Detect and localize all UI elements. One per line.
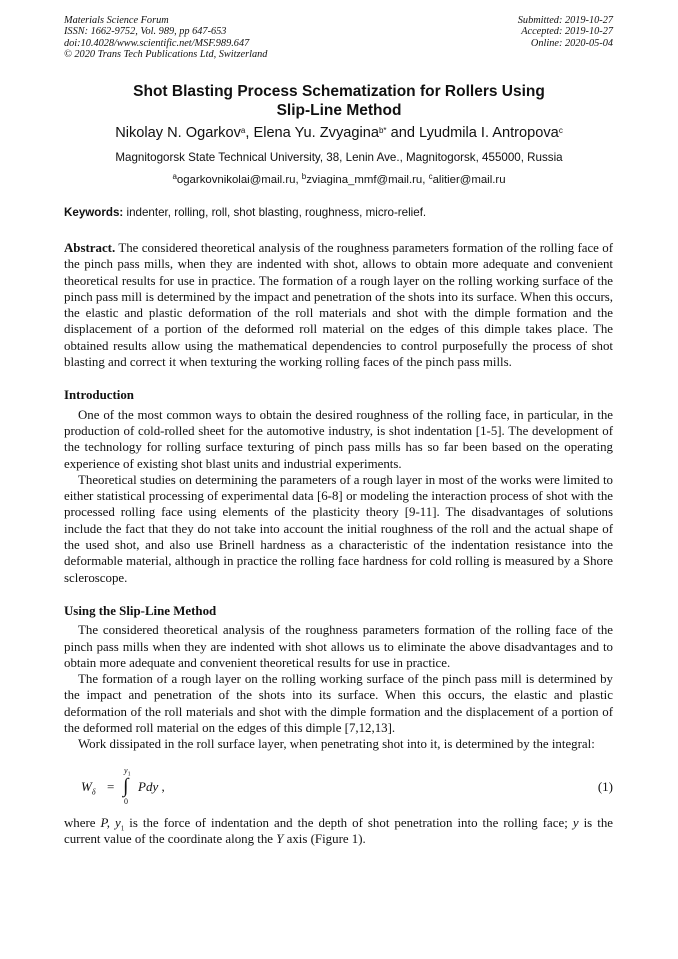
email: zviagina_mmf@mail.ru, — [306, 174, 429, 186]
paragraph: The considered theoretical analysis of the roughness parameters formation of the rolling face of the pinch pass mills when they are indented with shot allows us to eliminate the above disadvantages and to obtain more adequate and convenient theoretical results for use in practice. — [64, 623, 613, 670]
eq-sub: 1 — [127, 771, 131, 778]
email: ogarkovnikolai@mail.ru, — [176, 174, 302, 186]
paragraph: Theoretical studies on determining the parameters of a rough layer in most of the works were limited to either statistical processing of experimental data [6-8] or modeling the interaction process of shot with the processed rolling face using elements of the plasticity theory [9-11]. The disadvantages of solutions include the fact that they do not take into account the initial roughness of the roll and the actual shape of the used shot, and also use Brinell hardness as a characteristic of the indentation resistance into the deformable material, although in practice the rolling face hardness for cold rolling is measured by a Shore scleroscope. — [64, 472, 613, 585]
copyright: © 2020 Trans Tech Publications Ltd, Switzerland — [64, 48, 268, 60]
equation-number: (1) — [597, 778, 613, 794]
emails — [0, 173, 678, 187]
text: is the force of indentation and the depth of shot penetration into the rolling face; — [124, 815, 573, 830]
journal-name: Materials Science Forum — [64, 15, 169, 26]
email-sup: a — [172, 172, 177, 181]
eq-upper — [124, 765, 131, 778]
paragraph: The formation of a rough layer on the rolling working surface of the pinch pass mill is determined by the impact and penetration of the shots into its surface. When this occurs, the elastic and plastic deformation of the roll materials and shot with the dimple formation and the displacement of a portion of the deformed roll material on the edges of this dimple [7,12,13]. — [64, 672, 613, 736]
doi: doi:10.4028/www.scientific.net/MSF.989.647 — [64, 37, 250, 49]
accepted-date: Accepted: 2019-10-27 — [521, 26, 613, 38]
after-equation — [64, 815, 613, 848]
title-line: Shot Blasting Process Schematization for Rollers Using — [133, 83, 545, 100]
text: where — [64, 815, 101, 830]
sub: 1 — [120, 824, 125, 833]
eq-var: W — [81, 778, 92, 794]
equation-1 — [64, 767, 613, 807]
author-sup: a — [240, 126, 246, 135]
abstract — [64, 240, 613, 370]
email: alitier@mail.ru — [432, 174, 506, 186]
paragraph: One of the most common ways to obtain the desired roughness of the rolling face, in particular, in the production of cold-rolled sheet for the automotive industry, is shot indentation [1-5]. The development of the technology for rolling surface texturing of pinch pass mills has so far been based on the operating experience of existing shot blast units and industrial experiments. — [64, 407, 613, 471]
paragraph: Work dissipated in the roll surface layer, when penetrating shot into it, is determined by the integral: — [78, 737, 595, 752]
author-sup: c — [558, 126, 563, 135]
email-sup: c — [428, 172, 433, 181]
var: P, y — [100, 815, 121, 830]
authors — [0, 124, 678, 142]
title-line: Slip-Line Method — [276, 102, 402, 119]
affiliation: Magnitogorsk State Technical University, 38, Lenin Ave., Magnitogorsk, 455000, Russia — [115, 151, 563, 164]
eq-integrand — [138, 780, 165, 793]
var: y — [572, 815, 579, 830]
sep: , — [245, 125, 254, 141]
var: Y — [276, 831, 284, 846]
eq-lower: 0 — [124, 796, 128, 806]
abstract-label: Abstract. — [64, 241, 116, 255]
issn: ISSN: 1662-9752, Vol. 989, pp 647-653 — [64, 26, 227, 38]
paper-title — [0, 82, 678, 120]
eq-lhs — [81, 778, 96, 797]
eq-equals: = — [107, 778, 115, 794]
section-heading: Using the Slip-Line Method — [64, 603, 217, 618]
journal-info — [64, 15, 267, 60]
paragraph — [64, 815, 613, 848]
text: is the current value of the coordinate along the — [64, 815, 613, 846]
sep: and — [386, 125, 419, 141]
introduction-section — [64, 387, 613, 586]
section-heading: Introduction — [64, 388, 134, 403]
author-sup: b* — [378, 126, 387, 135]
author: Elena Yu. Zvyagina — [253, 125, 379, 141]
body-flow — [64, 240, 613, 847]
abstract-text: The considered theoretical analysis of the roughness parameters formation of the rolling face of the pinch pass mills, when they are indented with shot, allows to obtain more adequate and convenient theoretical results for use in practice. The formation of a rough layer on the rolling working surface of the pinch pass mill is determined by the impact and penetration of the shots into its surface. When this occurs, the elastic and plastic deformation of the roll materials and shot with the dimple formation and the displacement of a portion of the deformed roll material on the edges of this dimple takes place. The obtained results allow using the mathematical dependencies to control purposefully the process of shot blasting and correct it when texturing the working rolling faces of the pinch pass mills. — [64, 241, 613, 370]
keywords — [64, 206, 426, 220]
email-sup: b — [301, 172, 307, 181]
author: Lyudmila I. Antropova — [419, 125, 559, 141]
eq-integrand-text: Pdy — [138, 778, 159, 794]
eq-sub: δ — [91, 787, 96, 797]
author: Nikolay N. Ogarkov — [115, 125, 241, 141]
submitted-date: Submitted: 2019-10-27 — [517, 15, 613, 26]
text: axis (Figure 1). — [283, 831, 366, 846]
slip-line-section — [64, 603, 613, 753]
eq-var: y — [124, 765, 128, 775]
online-date: Online: 2020-05-04 — [530, 37, 613, 49]
integral-sign: ∫ — [123, 774, 129, 797]
dates-info — [518, 15, 613, 49]
keywords-text: indenter, rolling, roll, shot blasting, roughness, micro-relief. — [123, 206, 427, 219]
keywords-label: Keywords: — [64, 206, 124, 219]
eq-trail: , — [158, 778, 165, 794]
